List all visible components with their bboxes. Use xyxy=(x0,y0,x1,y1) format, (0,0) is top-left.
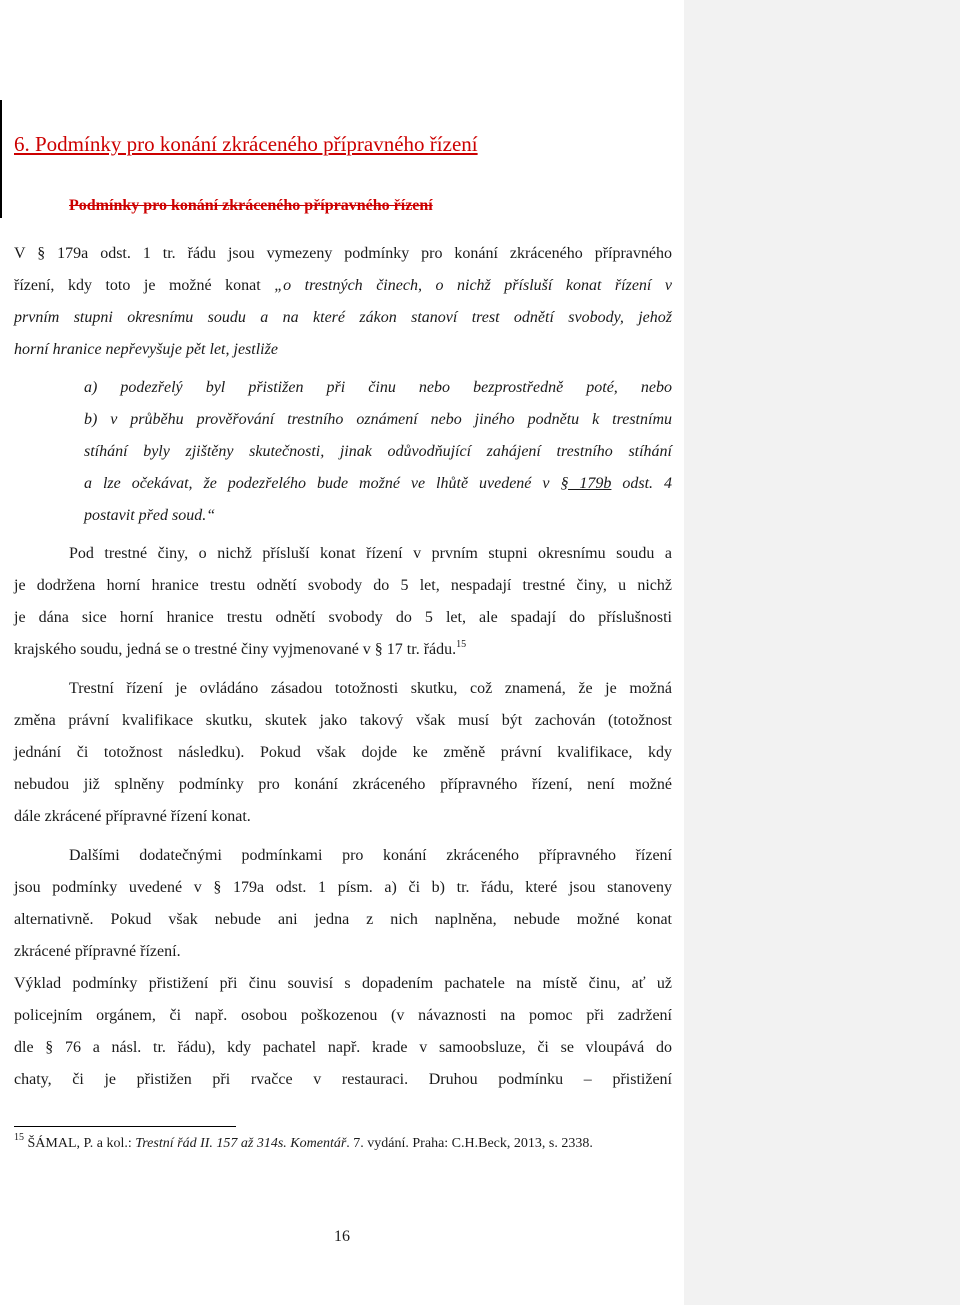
text-run: krajského soudu, jedná se o trestné činy vyjmenované v § 17 tr. řádu. xyxy=(14,641,457,658)
paragraph-line: nebudou již splněny podmínky pro konání zkráceného přípravného řízení, není možné xyxy=(14,776,672,793)
paragraph-line: Pod trestné činy, o nichž přísluší konat řízení v prvním stupni okresnímu soudu a xyxy=(69,545,672,562)
paragraph-line: Výklad podmínky přistižení při činu souvisí s dopadením pachatele na místě činu, ať už xyxy=(14,975,672,992)
paragraph-line: Trestní řízení je ovládáno zásadou totožnosti skutku, což znamená, že je možná xyxy=(69,680,672,697)
footnote-separator xyxy=(14,1126,236,1127)
page-number: 16 xyxy=(334,1228,350,1245)
paragraph-line: V § 179a odst. 1 tr. řádu jsou vymezeny podmínky pro konání zkráceného přípravného xyxy=(14,245,672,262)
paragraph-line: je dodržena horní hranice trestu odnětí svobody do 5 let, nespadají trestné činy, u nichž xyxy=(14,577,672,594)
paragraph-line: chaty, či je přistižen při rvačce v restauraci. Druhou podmínku – přistižení xyxy=(14,1071,672,1088)
footnote-number: 15 xyxy=(14,1132,24,1143)
quote-line: a) podezřelý byl přistižen při činu nebo bezprostředně poté, nebo xyxy=(84,379,672,396)
paragraph-line: dále zkrácené přípravné řízení konat. xyxy=(14,808,251,825)
paragraph-line: policejním orgánem, či např. osobou poškozenou (v návaznosti na pomoc při zadržení xyxy=(14,1007,672,1024)
footnote xyxy=(14,1132,593,1152)
text-run: a lze očekávat, že podezřelého bude možné ve lhůtě uvedené v xyxy=(84,475,561,492)
quote-text-run: „o trestných činech, o nichž přísluší konat řízení v xyxy=(274,277,672,294)
quote-line xyxy=(84,474,672,494)
comment-margin-panel xyxy=(684,0,960,1305)
paragraph-line: zkrácené přípravné řízení. xyxy=(14,943,181,960)
paragraph-line: je dána sice horní hranice trestu odnětí svobody do 5 let, ale spadají do příslušnosti xyxy=(14,609,672,626)
section-link[interactable]: § 179b xyxy=(560,475,612,492)
paragraph-line xyxy=(14,640,672,660)
paragraph-line: prvním stupni okresnímu soudu a na které zákon stanoví trest odnětí svobody, jehož xyxy=(14,309,672,326)
paragraph-line: jsou podmínky uvedené v § 179a odst. 1 písm. a) či b) tr. řádu, které jsou stanoveny xyxy=(14,879,672,896)
paragraph-line: dle § 76 a násl. tr. řádu), kdy pachatel např. krade v samoobsluze, či se vloupává do xyxy=(14,1039,672,1056)
paragraph-line xyxy=(14,276,672,296)
chapter-heading: 6. Podmínky pro konání zkráceného přípravného řízení xyxy=(14,132,478,156)
quote-line: postavit před soud.“ xyxy=(84,507,216,524)
deleted-heading-revision: Podmínky pro konání zkráceného přípravného řízení xyxy=(69,197,433,214)
quote-line: b) v průběhu prověřování trestního oznámení nebo jiného podnětu k trestnímu xyxy=(84,411,672,428)
text-run: řízení, kdy toto je možné konat xyxy=(14,277,275,294)
paragraph-line: horní hranice nepřevyšuje pět let, jestliže xyxy=(14,341,278,358)
text-run: odst. 4 xyxy=(611,475,673,492)
paragraph-line: jednání či totožnost následku). Pokud však dojde ke změně právní kvalifikace, kdy xyxy=(14,744,672,761)
footnote-title: Trestní řád II. 157 až 314s. Komentář xyxy=(135,1136,347,1151)
footnote-author: ŠÁMAL, P. a kol.: xyxy=(24,1136,136,1151)
paragraph-line: změna právní kvalifikace skutku, skutek jako takový však musí být zachován (totožnost xyxy=(14,712,672,729)
quote-line: stíhání byly zjištěny skutečnosti, jinak odůvodňující zahájení trestního stíhání xyxy=(84,443,672,460)
footnote-rest: . 7. vydání. Praha: C.H.Beck, 2013, s. 2338. xyxy=(346,1136,593,1151)
paragraph-line: alternativně. Pokud však nebude ani jedna z nich naplněna, nebude možné konat xyxy=(14,911,672,928)
paragraph-line: Dalšími dodatečnými podmínkami pro konání zkráceného přípravného řízení xyxy=(69,847,672,864)
footnote-reference[interactable]: 15 xyxy=(456,639,467,650)
revision-change-bar xyxy=(0,100,2,218)
